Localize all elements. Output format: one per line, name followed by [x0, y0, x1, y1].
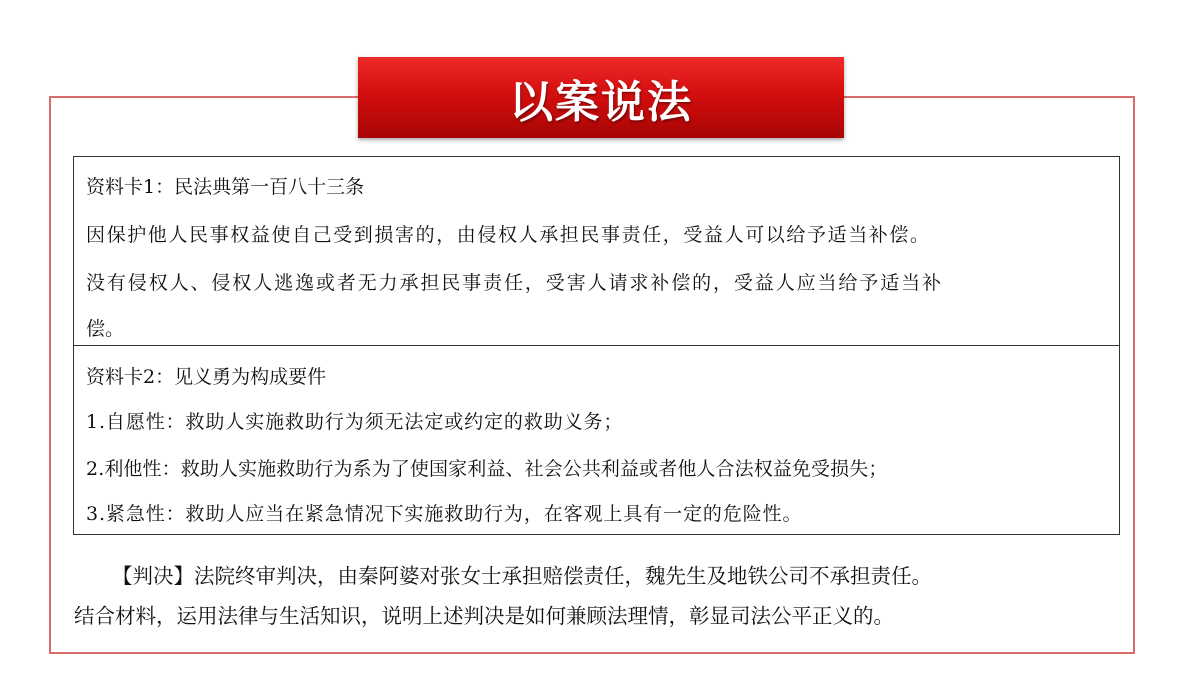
card-text-line: 2.利他性：救助人实施救助行为系为了使国家利益、社会公共利益或者他人合法权益免受损失；: [86, 458, 888, 480]
card-text-line: 偿。: [86, 318, 125, 340]
title-banner: [358, 57, 844, 138]
verdict-text: 【判决】法院终审判决，由秦阿婆对张女士承担赔偿责任，魏先生及地铁公司不承担责任。: [112, 564, 932, 588]
page-title: 以案说法: [509, 76, 693, 128]
card-text-line: 因保护他人民事权益使自己受到损害的，由侵权人承担民事责任，受益人可以给予适当补偿。: [86, 224, 931, 246]
card-heading: 资料卡2：见义勇为构成要件: [86, 366, 327, 388]
info-card-civil-code: [73, 156, 1120, 346]
info-card-good-samaritan: [73, 345, 1120, 535]
card-text-line: 3.紧急性：救助人应当在紧急情况下实施救助行为，在客观上具有一定的危险性。: [86, 503, 803, 525]
card-text-line: 1.自愿性：救助人实施救助行为须无法定或约定的救助义务；: [86, 411, 624, 433]
question-text: 结合材料，运用法律与生活知识，说明上述判决是如何兼顾法理情，彰显司法公平正义的。: [74, 604, 894, 628]
card-text-line: 没有侵权人、侵权人逃逸或者无力承担民事责任，受害人请求补偿的，受益人应当给予适当补: [86, 272, 943, 294]
card-heading: 资料卡1：民法典第一百八十三条: [86, 176, 365, 198]
